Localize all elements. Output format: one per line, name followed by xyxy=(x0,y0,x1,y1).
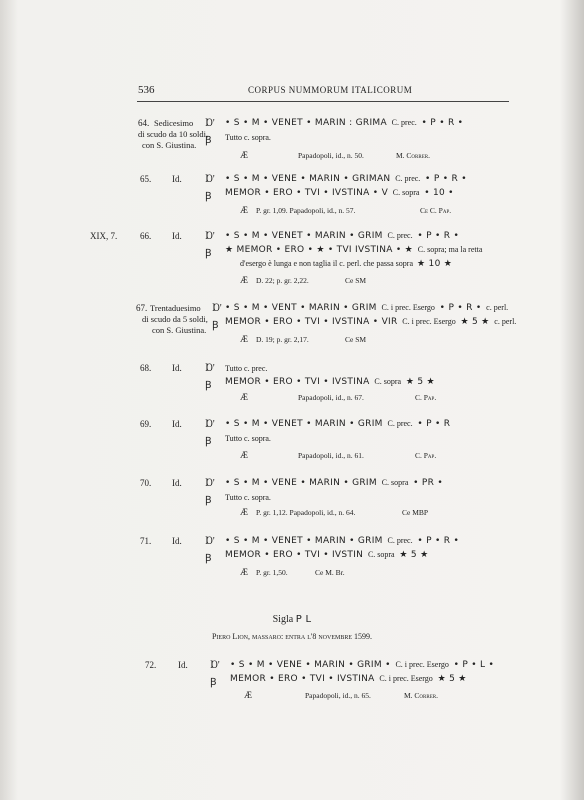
sigla-letters: P L xyxy=(295,614,312,625)
reverse-line xyxy=(225,377,435,387)
entry-number: 72. xyxy=(145,660,157,670)
desc-line: di scudo da 10 soldi, xyxy=(138,129,209,139)
obverse-mark: • P • R • xyxy=(417,231,460,241)
obverse-siglum: Ɒ' xyxy=(205,174,215,185)
reverse-legend: MEMOR • ERO • TVI • IVSTINA • VIR xyxy=(225,317,398,327)
entry-description: Id. xyxy=(172,419,182,429)
running-title: CORPUS NUMMORUM ITALICORUM xyxy=(248,85,413,95)
obverse-mark: • P • L • xyxy=(453,660,495,670)
reference: P. gr. 1,50. xyxy=(256,568,288,577)
entry-number: 69. xyxy=(140,419,152,429)
reverse-siglum: Ꞵ xyxy=(205,380,212,391)
obverse-legend: • S • M • VENE • MARIN • GRIM • xyxy=(230,660,391,670)
desc-line: Sedicesimo xyxy=(154,118,194,128)
obverse-legend: • S • M • VENE • MARIN • GRIM xyxy=(225,478,377,488)
obverse-legend: • S • M • VENT • MARIN • GRIM xyxy=(225,303,377,313)
metal: Æ xyxy=(240,205,249,215)
reverse-note: C. i prec. Esergo xyxy=(402,317,456,326)
metal: Æ xyxy=(240,450,249,460)
obverse-mark: • P • R • xyxy=(421,118,464,128)
entry-description: Id. xyxy=(172,174,182,184)
entry-description: Id. xyxy=(172,231,182,241)
reverse-siglum: Ꞵ xyxy=(210,677,217,688)
sigla-heading xyxy=(0,614,584,625)
collection: M. Correr. xyxy=(396,151,430,160)
obverse-line xyxy=(225,419,450,429)
obverse-siglum: Ɒ' xyxy=(205,363,215,374)
collection: Ce SM xyxy=(345,335,367,344)
obverse-siglum: Ɒ' xyxy=(205,118,215,129)
reverse-mark: ★ 10 ★ xyxy=(417,259,453,269)
metal: Æ xyxy=(240,392,249,402)
entry-number: 65. xyxy=(140,174,152,184)
obverse-siglum: Ɒ' xyxy=(210,660,220,671)
sigla-note: Piero Lion, massaro: entra l'8 novembre 1599. xyxy=(211,632,372,641)
entry-number: 64. xyxy=(138,118,150,128)
obverse-legend: • S • M • VENE • MARIN • GRIMAN xyxy=(225,174,391,184)
reverse-continuation-text: d'esergo è lunga e non taglia il c. perl. che passa sopra xyxy=(240,259,414,268)
obverse-legend: • S • M • VENET • MARIN • GRIM xyxy=(225,536,383,546)
reverse-legend: MEMOR • ERO • TVI • IVSTINA xyxy=(225,377,370,387)
running-header xyxy=(138,84,510,102)
obverse-note: C. prec. xyxy=(391,118,417,127)
reverse-mark: ★ 5 ★ xyxy=(460,317,490,327)
entry-description: Id. xyxy=(172,478,182,488)
reference: P. gr. 1,09. Papadopoli, id., n. 57. xyxy=(256,206,356,215)
obverse-line xyxy=(225,174,467,184)
obverse-line xyxy=(225,303,508,313)
reference: Papadopoli, id., n. 61. xyxy=(298,451,364,460)
reverse-legend: MEMOR • ERO • TVI • IVSTIN xyxy=(225,550,364,560)
desc-line: con S. Giustina. xyxy=(142,140,197,150)
reverse-note: C. sopra; ma la retta xyxy=(417,245,483,254)
obverse-note: C. prec. xyxy=(387,419,413,428)
obverse-siglum: Ɒ' xyxy=(205,231,215,242)
sigla-label: Sigla xyxy=(272,614,294,625)
reference: Papadopoli, id., n. 65. xyxy=(305,691,371,700)
collection: M. Correr. xyxy=(404,691,438,700)
metal: Æ xyxy=(240,275,249,285)
reference: Papadopoli, id., n. 67. xyxy=(298,393,364,402)
desc-line: con S. Giustina. xyxy=(152,325,207,335)
obverse-note: C. i prec. Esergo xyxy=(395,660,449,669)
reverse-note: C. sopra xyxy=(374,377,402,386)
obverse-note: C. sopra xyxy=(381,478,409,487)
obverse-mark: • P • R xyxy=(417,419,451,429)
reverse-line xyxy=(230,674,467,684)
collection: Ce C. Pap. xyxy=(420,206,452,215)
reverse-text: Tutto c. sopra. xyxy=(225,493,271,502)
obverse-line xyxy=(225,231,459,241)
reverse-legend: MEMOR • ERO • TVI • IVSTINA • V xyxy=(225,188,389,198)
reference: P. gr. 1,12. Papadopoli, id., n. 64. xyxy=(256,508,356,517)
entry-description: Id. xyxy=(172,536,182,546)
header-rule xyxy=(137,101,509,102)
obverse-line xyxy=(225,478,443,488)
desc-line: di scudo da 5 soldi, xyxy=(142,314,208,324)
obverse-text: Tutto c. prec. xyxy=(225,364,268,373)
reverse-line xyxy=(225,550,428,560)
metal: Æ xyxy=(240,567,249,577)
reverse-line xyxy=(225,245,482,255)
reverse-siglum: Ꞵ xyxy=(205,495,212,506)
entry-description: Id. xyxy=(172,363,182,373)
reference: D. 22; p. gr. 2,22. xyxy=(256,276,309,285)
reverse-mark: • 10 • xyxy=(424,188,454,198)
obverse-siglum: Ɒ' xyxy=(205,419,215,430)
collection: Ce SM xyxy=(345,276,367,285)
collection: Ce M. Br. xyxy=(315,568,345,577)
reverse-note-2: c. perl. xyxy=(494,317,517,326)
obverse-note: C. prec. xyxy=(387,231,413,240)
obverse-mark: • PR • xyxy=(413,478,443,488)
obverse-line xyxy=(225,536,459,546)
reverse-mark: ★ 5 ★ xyxy=(437,674,467,684)
obverse-mark: • P • R • xyxy=(425,174,467,184)
metal: Æ xyxy=(240,150,249,160)
plate-reference: XIX, 7. xyxy=(90,231,118,241)
reverse-siglum: Ꞵ xyxy=(205,436,212,447)
reverse-siglum: Ꞵ xyxy=(205,553,212,564)
obverse-note-2: c. perl. xyxy=(486,303,509,312)
collection: Ce MBP xyxy=(402,508,429,517)
reverse-siglum: Ꞵ xyxy=(205,248,212,259)
entry-number: 71. xyxy=(140,536,152,546)
page-number: 536 xyxy=(138,84,155,96)
reverse-text: Tutto c. sopra. xyxy=(225,133,271,142)
obverse-note: C. prec. xyxy=(395,174,421,183)
entry-number: 66. xyxy=(140,231,152,241)
obverse-siglum: Ɒ' xyxy=(212,303,222,314)
reverse-mark: ★ 5 ★ xyxy=(405,377,435,387)
obverse-legend: • S • M • VENET • MARIN : GRIMA xyxy=(225,118,387,128)
obverse-mark: • P • R • xyxy=(439,303,482,313)
reverse-legend: MEMOR • ERO • TVI • IVSTINA xyxy=(230,674,375,684)
reverse-siglum: Ꞵ xyxy=(212,320,219,331)
entry-number: 68. xyxy=(140,363,152,373)
obverse-line xyxy=(225,118,463,128)
obverse-note: C. prec. xyxy=(387,536,413,545)
reverse-line xyxy=(225,317,516,327)
entry-description: Id. xyxy=(178,660,188,670)
entry-number: 70. xyxy=(140,478,152,488)
collection: C. Pap. xyxy=(415,393,437,402)
reference: Papadopoli, id., n. 50. xyxy=(298,151,364,160)
metal: Æ xyxy=(244,690,253,700)
obverse-legend: • S • M • VENET • MARIN • GRIM xyxy=(225,231,383,241)
reverse-siglum: Ꞵ xyxy=(205,191,212,202)
reverse-line xyxy=(225,188,454,198)
reverse-continuation xyxy=(240,259,452,269)
reverse-note: C. i prec. Esergo xyxy=(379,674,433,683)
obverse-siglum: Ɒ' xyxy=(205,478,215,489)
reverse-mark: ★ 5 ★ xyxy=(399,550,429,560)
reverse-note: C. sopra xyxy=(367,550,395,559)
obverse-legend: • S • M • VENET • MARIN • GRIM xyxy=(225,419,383,429)
collection: C. Pap. xyxy=(415,451,437,460)
desc-line: Trentaduesimo xyxy=(150,303,201,313)
reference: D. 19; p. gr. 2,17. xyxy=(256,335,309,344)
obverse-siglum: Ɒ' xyxy=(205,536,215,547)
obverse-note: C. i prec. Esergo xyxy=(381,303,435,312)
reverse-text: Tutto c. sopra. xyxy=(225,434,271,443)
reverse-legend: ★ MEMOR • ERO • ★ • TVI IVSTINA • ★ xyxy=(225,245,413,255)
reverse-note: C. sopra xyxy=(392,188,420,197)
obverse-line xyxy=(230,660,494,670)
obverse-mark: • P • R • xyxy=(417,536,460,546)
reverse-siglum: Ꞵ xyxy=(205,135,212,146)
entry-number: 67. xyxy=(136,303,148,313)
metal: Æ xyxy=(240,334,249,344)
metal: Æ xyxy=(240,507,249,517)
